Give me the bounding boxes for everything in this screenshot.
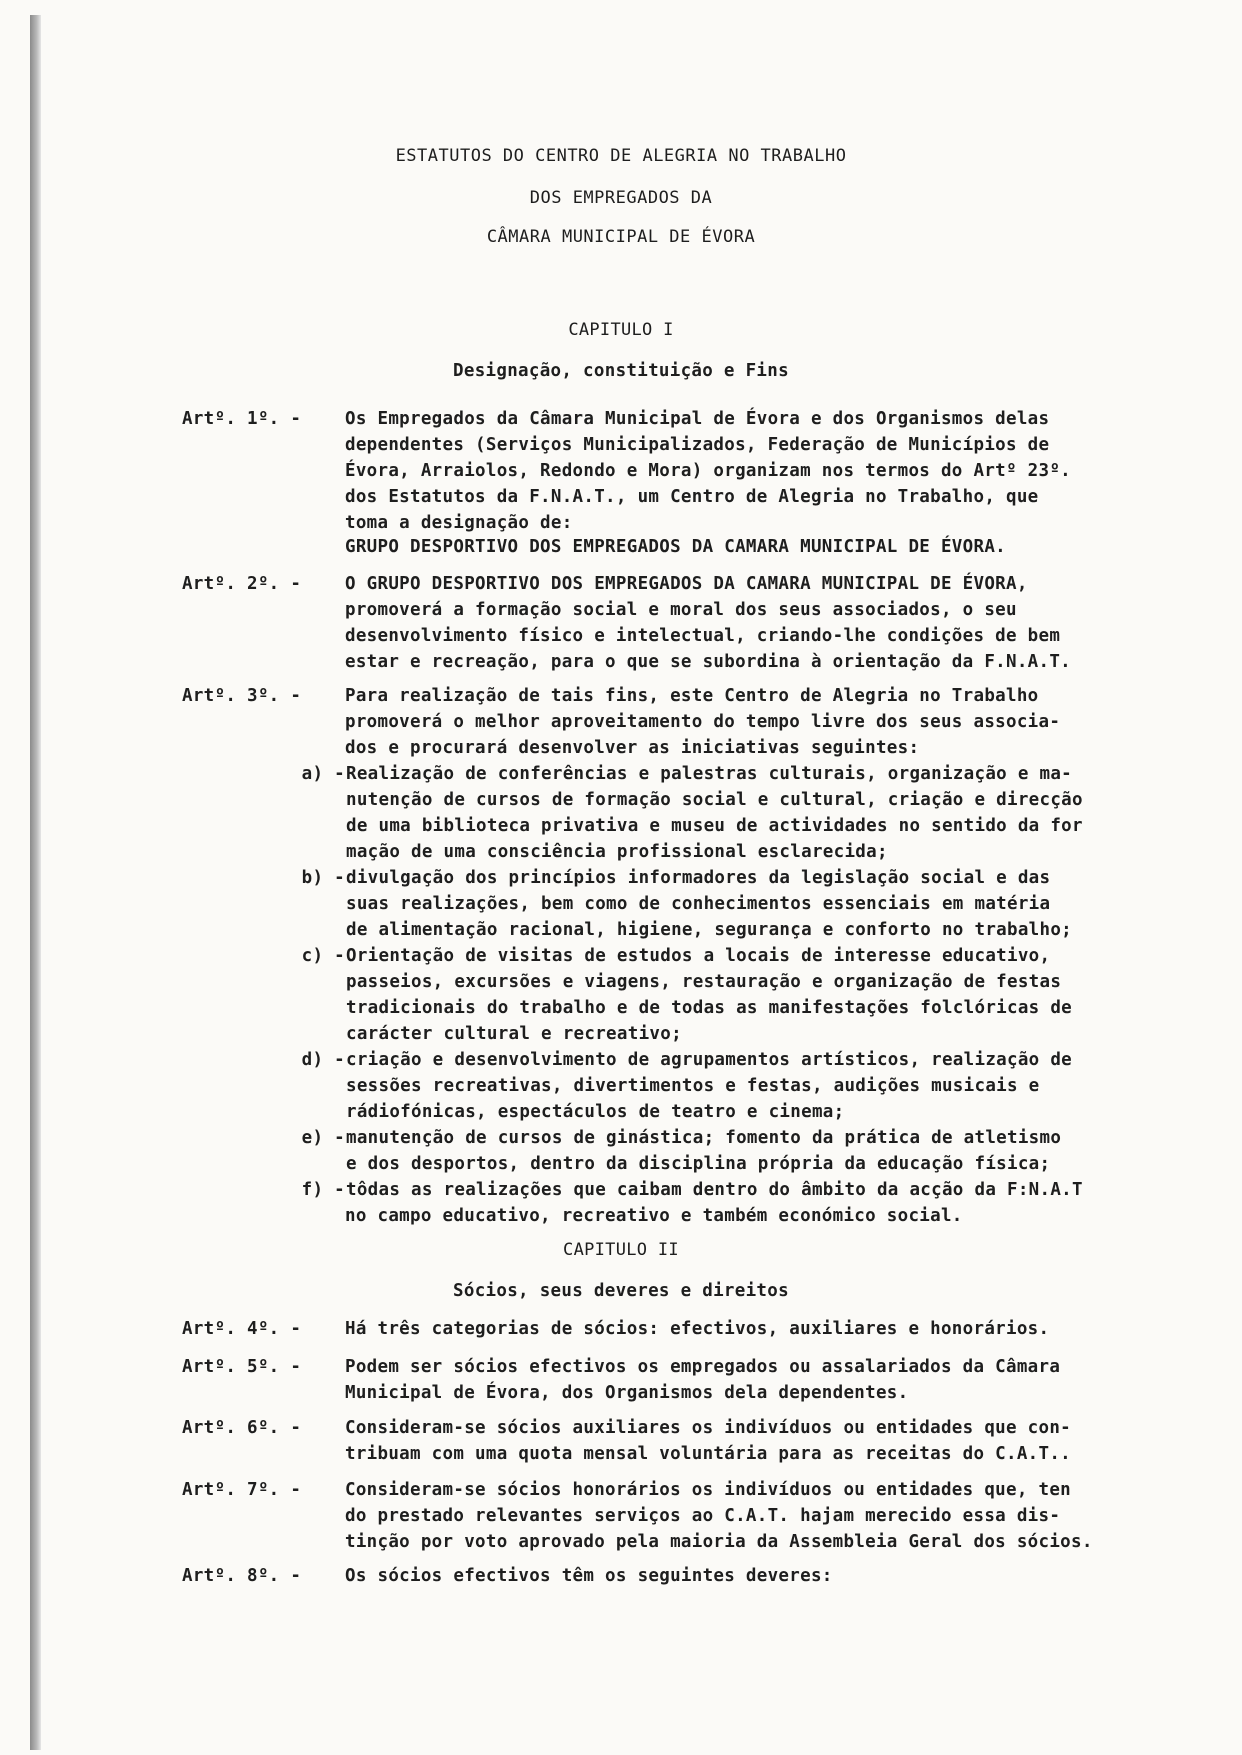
article-5-label: Artº. 5º. - (182, 1357, 302, 1377)
group-name-line: GRUPO DESPORTIVO DOS EMPREGADOS DA CAMARA MUNICIPAL DE ÉVORA. (345, 537, 1006, 557)
article-2 (182, 571, 1212, 675)
article-1-label: Artº. 1º. - (182, 409, 302, 429)
article-7 (182, 1477, 1212, 1555)
article-3 (182, 683, 1212, 761)
item-c-label: c) - (301, 946, 345, 966)
article-3-label: Artº. 3º. - (182, 686, 302, 706)
item-f-text: tôdas as realizações que caibam dentro do âmbito da acção da F:N.A.T (346, 1180, 1083, 1200)
article-6 (182, 1415, 1212, 1467)
article-8-text: Os sócios efectivos têm os seguintes deveres: (345, 1566, 833, 1586)
list-item (260, 1125, 1220, 1177)
list-item (260, 761, 1220, 865)
chapter-2-subtitle: Sócios, seus deveres e direitos (453, 1281, 789, 1301)
article-8-label: Artº. 8º. - (182, 1566, 302, 1586)
item-f-label: f) - (301, 1180, 345, 1200)
item-b-label: b) - (301, 868, 345, 888)
article-1-text: Os Empregados da Câmara Municipal de Évora e dos Organismos delas dependentes (Serviços Municipalizados, Federação de Municípios de Évora, Arraiolos, Redondo e Mora) organizam nos termos do Artº 23º. dos Estatutos da F.N.A.T., um Centro de Alegria no Trabalho, que toma a designação de: (345, 409, 1072, 533)
document-title-line-1: ESTATUTOS DO CENTRO DE ALEGRIA NO TRABALHO (395, 146, 847, 166)
article-7-label: Artº. 7º. - (182, 1480, 302, 1500)
article-6-text: Consideram-se sócios auxiliares os indivíduos ou entidades que con- tribuam com uma quota mensal voluntária para as receitas do C.A.T.. (345, 1418, 1072, 1464)
chapter-2-heading: CAPITULO II (563, 1240, 679, 1260)
document-title-line-3: CÂMARA MUNICIPAL DE ÉVORA (486, 227, 756, 247)
document-title-line-2: DOS EMPREGADOS DA (529, 188, 713, 208)
list-item (260, 943, 1220, 1047)
article-5-text: Podem ser sócios efectivos os empregados ou assalariados da Câmara Municipal de Évora, dos Organismos dela dependentes. (345, 1357, 1061, 1403)
item-c-text: Orientação de visitas de estudos a locais de interesse educativo, passeios, excursões e viagens, restauração e organização de festas tradicionais do trabalho e de todas as manifestações folclóricas de carácter cultural e recreativo; (346, 946, 1073, 1044)
item-d-label: d) - (301, 1050, 345, 1070)
list-item (260, 865, 1220, 943)
item-a-label: a) - (301, 764, 345, 784)
article-3-text: Para realização de tais fins, este Centro de Alegria no Trabalho promoverá o melhor aproveitamento do tempo livre dos seus associa- dos e procurará desenvolver as iniciativas seguintes: (345, 686, 1061, 758)
list-item (260, 1047, 1220, 1125)
article-2-text: O GRUPO DESPORTIVO DOS EMPREGADOS DA CAMARA MUNICIPAL DE ÉVORA, promoverá a formação social e moral dos seus associados, o seu desenvolvimento físico e intelectual, criando-lhe condições de bem estar e recreação, para o que se subordina à orientação da F.N.A.T. (345, 574, 1072, 672)
item-e-label: e) - (301, 1128, 345, 1148)
item-e-text: manutenção de cursos de ginástica; fomento da prática de atletismo e dos desportos, dentro da disciplina própria da educação física; (346, 1128, 1062, 1174)
chapter-1-subtitle: Designação, constituição e Fins (453, 361, 789, 381)
item-d-text: criação e desenvolvimento de agrupamentos artísticos, realização de sessões recreativas, divertimentos e festas, audições musicais e rádiofónicas, espectáculos de teatro e cinema; (346, 1050, 1073, 1122)
article-4 (182, 1316, 1212, 1342)
item-b-text: divulgação dos princípios informadores da legislação social e das suas realizações, bem como de conhecimentos essenciais em matéria de alimentação racional, higiene, segurança e conforto no trabalho; (346, 868, 1073, 940)
article-1 (182, 406, 1212, 536)
item-f-continuation: no campo educativo, recreativo e também económico social. (345, 1206, 963, 1226)
article-5 (182, 1354, 1212, 1406)
article-8 (182, 1563, 1212, 1589)
article-7-text: Consideram-se sócios honorários os indivíduos ou entidades que, ten do prestado relevantes serviços ao C.A.T. hajam merecido essa dis- tinção por voto aprovado pela maioria da Assembleia Geral dos sócios. (345, 1480, 1093, 1552)
article-2-label: Artº. 2º. - (182, 574, 302, 594)
list-item (260, 1177, 1220, 1203)
item-a-text: Realização de conferências e palestras culturais, organização e ma- nutenção de cursos de formação social e cultural, criação e direcção de uma biblioteca privativa e museu de actividades no sentido da for mação de uma consciência profissional esclarecida; (346, 764, 1083, 862)
chapter-1-heading: CAPITULO I (568, 320, 674, 340)
article-4-text: Há três categorias de sócios: efectivos, auxiliares e honorários. (345, 1319, 1050, 1339)
article-6-label: Artº. 6º. - (182, 1418, 302, 1438)
article-4-label: Artº. 4º. - (182, 1319, 302, 1339)
